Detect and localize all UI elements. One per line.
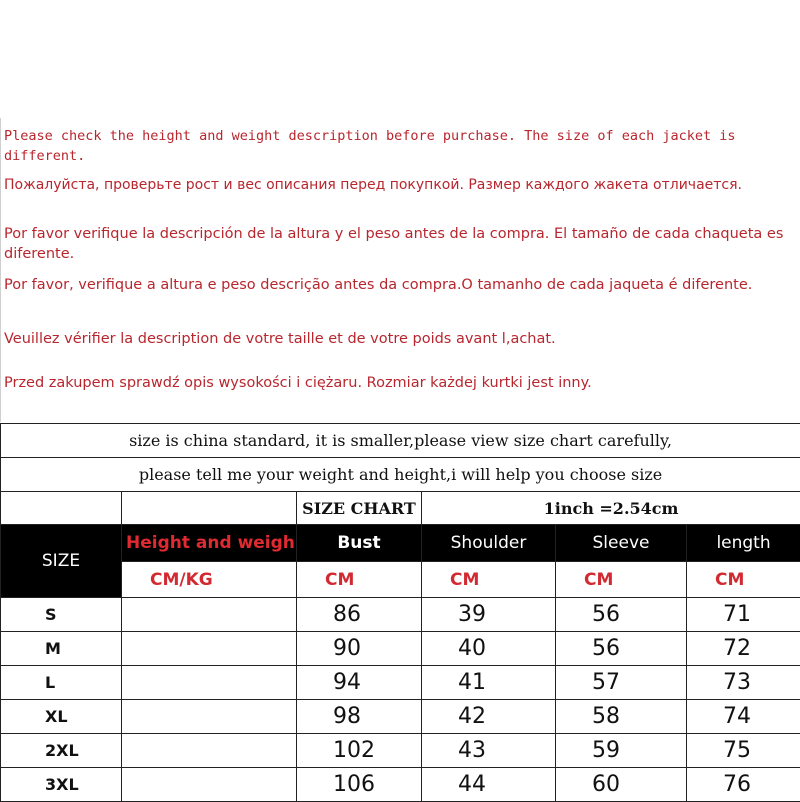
size-cell: L [1,666,122,700]
bust-cell: 102 [297,734,422,768]
height-weight-cell [122,632,297,666]
length-cell: 72 [687,632,800,666]
table-row [1,666,800,700]
notice-english: Please check the height and weight description before purchase. The size of each jacket is different. [4,126,799,166]
sleeve-cell: 57 [556,666,687,700]
bust-cell: 106 [297,768,422,802]
notice-portuguese: Por favor, verifique a altura e peso descrição antes da compra.O tamanho de cada jaqueta é diferente. [4,275,799,295]
notice-russian: Пожалуйста, проверьте рост и вес описания перед покупкой. Размер каждого жакета отличается. [4,175,799,195]
size-cell: 2XL [1,734,122,768]
bust-header: Bust [297,525,422,562]
length-cell: 71 [687,598,800,632]
size-cell: S [1,598,122,632]
size-cell: 3XL [1,768,122,802]
shoulder-cell: 40 [422,632,556,666]
length-cell: 73 [687,666,800,700]
shoulder-unit: CM [422,562,556,598]
height-weight-header: Height and weigh [122,525,297,562]
size-chart-label: SIZE CHART [297,492,422,525]
length-unit: CM [687,562,800,598]
notice-spanish: Por favor verifique la descripción de la altura y el peso antes de la compra. El tamaño de cada chaqueta es diferente. [4,224,799,264]
size-notice [0,118,800,422]
notice-polish: Przed zakupem sprawdź opis wysokości i ciężaru. Rozmiar każdej kurtki jest inny. [4,373,799,393]
height-weight-cell [122,598,297,632]
shoulder-cell: 44 [422,768,556,802]
bust-cell: 90 [297,632,422,666]
length-cell: 74 [687,700,800,734]
bust-unit: CM [297,562,422,598]
height-weight-cell [122,768,297,802]
shoulder-cell: 39 [422,598,556,632]
shoulder-cell: 42 [422,700,556,734]
sleeve-cell: 59 [556,734,687,768]
sleeve-header: Sleeve [556,525,687,562]
length-cell: 75 [687,734,800,768]
bust-cell: 94 [297,666,422,700]
sleeve-cell: 56 [556,598,687,632]
height-weight-cell [122,700,297,734]
table-row [1,632,800,666]
length-header: length [687,525,800,562]
table-row [1,700,800,734]
size-note-help: please tell me your weight and height,i will help you choose size [1,458,800,492]
bust-cell: 98 [297,700,422,734]
size-column-header: SIZE [1,525,122,598]
height-weight-unit: CM/KG [122,562,297,598]
size-cell: XL [1,700,122,734]
sleeve-cell: 60 [556,768,687,802]
size-cell: M [1,632,122,666]
blank-cell [122,492,297,525]
height-weight-cell [122,734,297,768]
shoulder-header: Shoulder [422,525,556,562]
blank-cell [1,492,122,525]
shoulder-cell: 43 [422,734,556,768]
size-chart-table [0,423,800,802]
sleeve-cell: 56 [556,632,687,666]
size-note-standard: size is china standard, it is smaller,please view size chart carefully, [1,424,800,458]
sleeve-cell: 58 [556,700,687,734]
length-cell: 76 [687,768,800,802]
notice-french: Veuillez vérifier la description de votre taille et de votre poids avant l,achat. [4,329,799,349]
table-row [1,598,800,632]
shoulder-cell: 41 [422,666,556,700]
inch-conversion-label: 1inch =2.54cm [422,492,800,525]
table-row [1,734,800,768]
bust-cell: 86 [297,598,422,632]
table-row [1,768,800,802]
height-weight-cell [122,666,297,700]
sleeve-unit: CM [556,562,687,598]
